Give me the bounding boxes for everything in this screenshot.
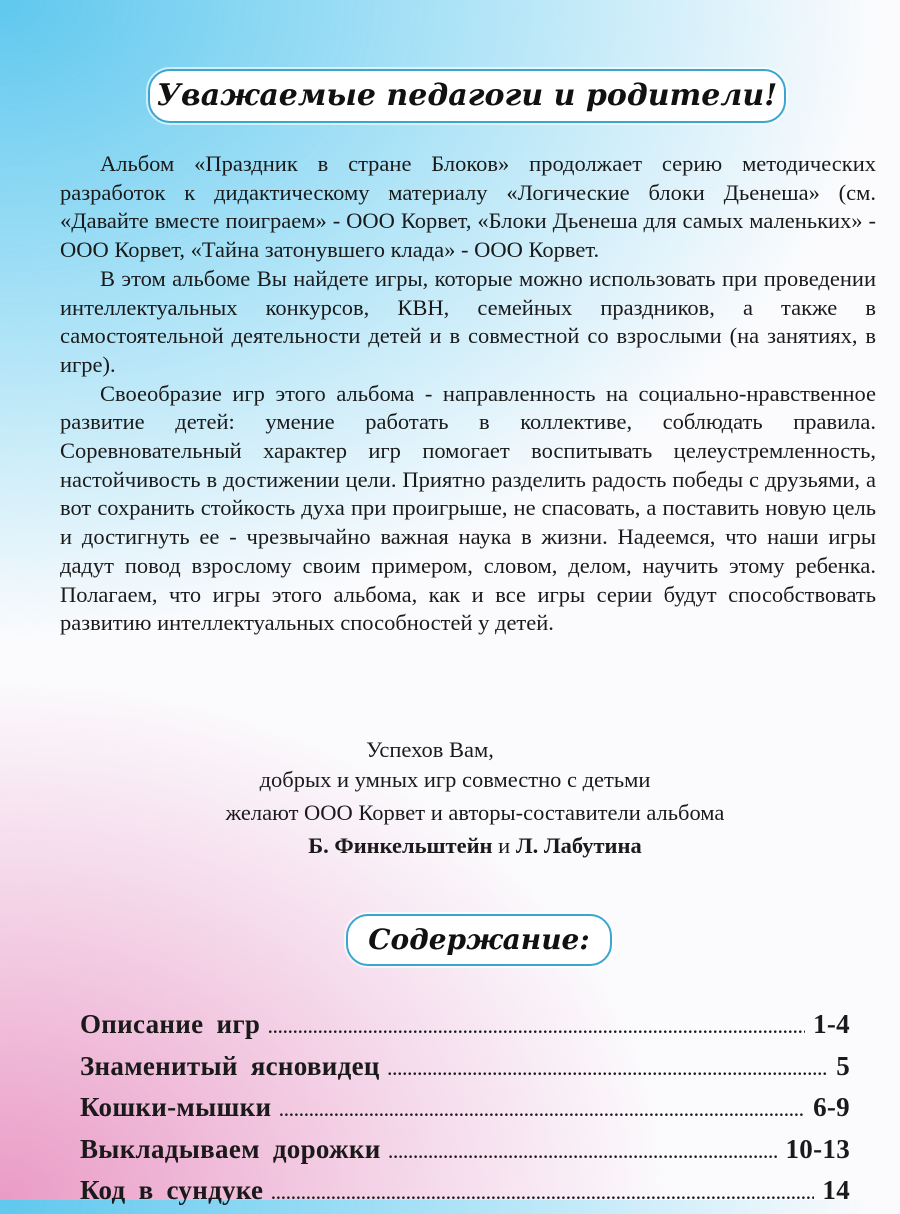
toc-pages: 1-4 <box>813 1009 850 1039</box>
paragraph: Своеобразие игр этого альбома - направленность на социально-нравственное развитие детей: умение работать в коллективе, соблюдать правила. Соревновательный характер игр помогает воспитывать целеустремленность, настойчивость в достижении цели. Приятно разделить радость победы с друзьями, а вот сохранить стойкость духа при проигрыше, не спасовать, а поставить новую цель и достигнуть ее - чрезвычайно важная наука в жизни. Надеемся, что наши игры дадут повод взрослому своим примером, словом, делом, научить этому ребенка. Полагаем, что игры этого альбома, как и все игры серии будут способствовать развитию интеллектуальных способностей у детей. <box>60 380 876 636</box>
signature-line: добрых и умных игр совместно с детьми <box>259 767 651 792</box>
toc-label: Описание игр <box>80 1009 261 1039</box>
dot-leader <box>388 1053 828 1090</box>
dot-leader <box>268 1011 805 1048</box>
toc-pages: 14 <box>822 1175 850 1205</box>
dot-leader <box>271 1177 814 1214</box>
dot-leader <box>279 1094 805 1131</box>
toc-item[interactable] <box>80 1048 850 1090</box>
toc-item[interactable] <box>80 1172 850 1214</box>
dot-leader <box>389 1136 778 1173</box>
conjunction: и <box>498 833 511 858</box>
author-name: Л. Лабутина <box>515 833 642 858</box>
paragraph: В этом альбоме Вы найдете игры, которые можно использовать при проведении интеллектуальных конкурсов, КВН, семейных праздников, а также в самостоятельной деятельности детей и в совместной со взрослыми (на занятиях, в игре). <box>60 265 876 377</box>
contents-heading: Содержание: <box>346 914 612 966</box>
toc-item[interactable] <box>80 1131 850 1173</box>
toc-label: Знаменитый ясновидец <box>80 1050 380 1081</box>
author-name: Б. Финкельштейн <box>308 833 493 858</box>
signature-line: Успехов Вам, <box>366 737 494 762</box>
toc-pages: 5 <box>836 1050 850 1081</box>
intro-text <box>60 150 876 638</box>
toc-label: Код в сундуке <box>80 1175 264 1205</box>
signature-line: желают ООО Корвет и авторы-составители альбома <box>225 800 725 825</box>
paragraph: Альбом «Праздник в стране Блоков» продолжает серию методических разработок к дидактическому материалу «Логические блоки Дьенеша» (см. «Давайте вместе поиграем» - ООО Корвет, «Блоки Дьенеша для самых маленьких» - ООО Корвет, «Тайна затонувшего клада» - ООО Корвет. <box>60 151 876 263</box>
toc-label: Кошки-мышки <box>80 1092 272 1122</box>
toc-item[interactable] <box>80 1006 850 1048</box>
toc-pages: 6-9 <box>813 1092 850 1122</box>
signature <box>0 735 900 861</box>
table-of-contents <box>80 1006 850 1214</box>
toc-label: Выкладываем дорожки <box>80 1133 381 1164</box>
greeting-heading: Уважаемые педагоги и родители! <box>148 69 786 123</box>
toc-pages: 10-13 <box>785 1133 850 1164</box>
toc-item[interactable] <box>80 1089 850 1131</box>
